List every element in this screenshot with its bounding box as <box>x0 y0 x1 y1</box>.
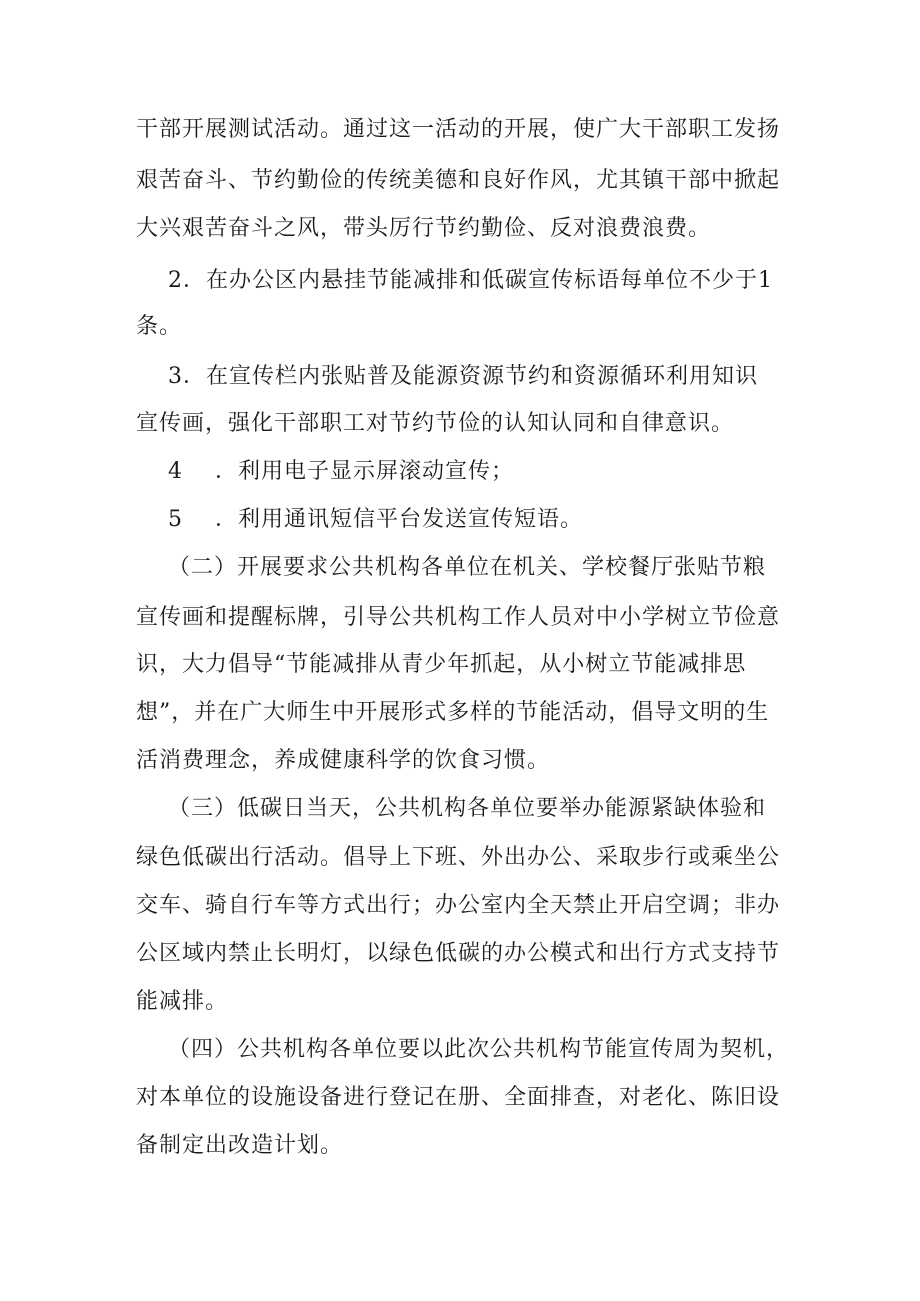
text-line: 大兴艰苦奋斗之风，带头厉行节约勤俭、反对浪费浪费。 <box>136 216 712 241</box>
text-line: 2．在办公区内悬挂节能减排和低碳宣传标语每单位不少于1 <box>136 268 773 293</box>
text-line: 干部开展测试活动。通过这一活动的开展，使广大干部职工发扬 <box>136 117 781 142</box>
text-line: （三）低碳日当天，公共机构各单位要举办能源紧缺体验和 <box>136 796 766 821</box>
text-line: 绿色低碳出行活动。倡导上下班、外出办公、采取步行或乘坐公 <box>136 845 781 870</box>
text-line: 识，大力倡导“节能减排从青少年抓起，从小树立节能减排思 <box>136 652 747 677</box>
text-line: 艰苦奋斗、节约勤俭的传统美德和良好作风，尤其镇干部中掀起 <box>136 168 781 193</box>
text-line: 宣传画和提醒标牌，引导公共机构工作人员对中小学树立节俭意 <box>136 605 781 630</box>
text-line: 公区域内禁止长明灯，以绿色低碳的办公模式和出行方式支持节 <box>136 941 781 966</box>
text-line: 交车、骑自行车等方式出行；办公室内全天禁止开启空调；非办 <box>136 893 781 918</box>
text-line: 条。 <box>136 314 183 339</box>
text-line: 想”，并在广大师生中开展形式多样的节能活动，倡导文明的生 <box>136 700 770 725</box>
text-line: 活消费理念，养成健康科学的饮食习惯。 <box>136 748 551 773</box>
text-line: （四）公共机构各单位要以此次公共机构节能宣传周为契机， <box>136 1037 789 1062</box>
text-line: （二）开展要求公共机构各单位在机关、学校餐厅张贴节粮 <box>136 555 766 580</box>
text-line: 5 ．利用通讯短信平台发送宣传短语。 <box>136 507 583 532</box>
text-line: 对本单位的设施设备进行登记在册、全面排查，对老化、陈旧设 <box>136 1085 781 1110</box>
text-line: 4 ．利用电子显示屏滚动宣传； <box>136 459 514 484</box>
text-line: 3．在宣传栏内张贴普及能源资源节约和资源循环利用知识 <box>136 364 758 389</box>
text-line: 能减排。 <box>136 989 229 1014</box>
text-line: 宣传画，强化干部职工对节约节俭的认知认同和自律意识。 <box>136 411 735 436</box>
text-line: 备制定出改造计划。 <box>136 1133 344 1158</box>
